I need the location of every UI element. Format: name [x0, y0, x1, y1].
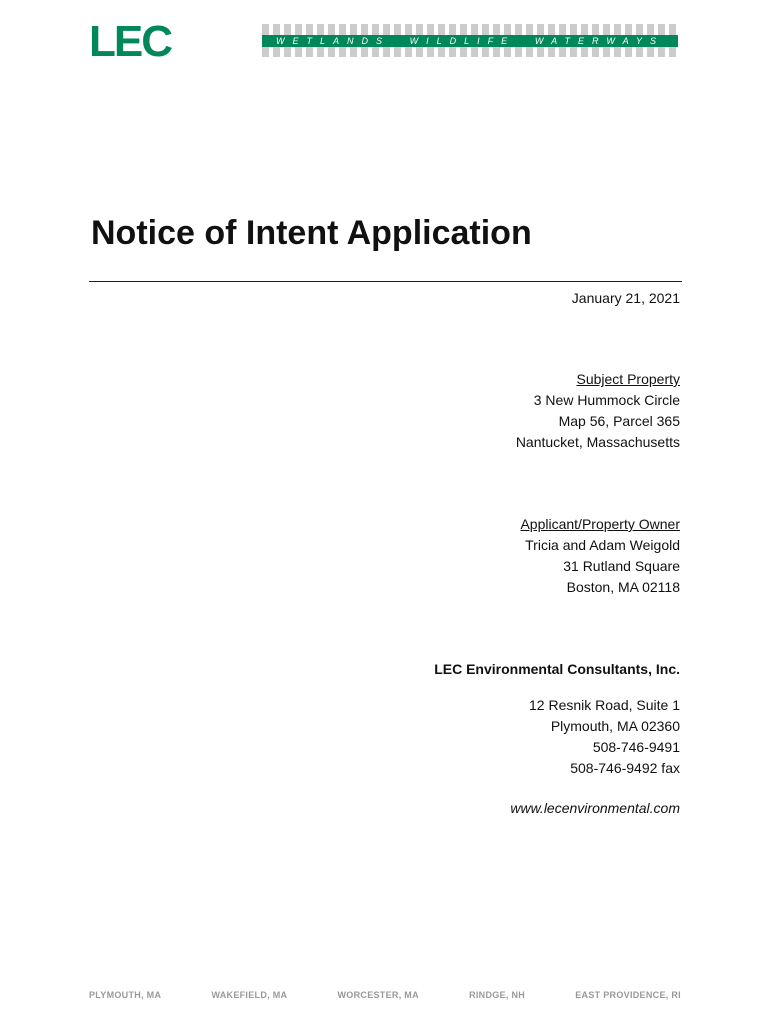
footer-office: RINDGE, NH	[469, 990, 526, 1000]
consultant-line: Plymouth, MA 02360	[550, 718, 680, 734]
applicant-line: 31 Rutland Square	[563, 558, 680, 574]
subject-property-heading: Subject Property	[576, 371, 680, 387]
document-title: Notice of Intent Application	[91, 214, 532, 252]
footer-office: WORCESTER, MA	[337, 990, 419, 1000]
subject-property-line: Map 56, Parcel 365	[558, 413, 680, 429]
consultant-phone: 508-746-9491	[592, 739, 680, 755]
tagline-band	[262, 24, 678, 57]
document-date: January 21, 2021	[571, 290, 680, 306]
logo: LEC	[89, 17, 171, 66]
subject-property-line: Nantucket, Massachusetts	[515, 434, 680, 450]
applicant-line: Boston, MA 02118	[566, 579, 680, 595]
tagline-word: WETLANDS	[276, 36, 391, 46]
consultant-name: LEC Environmental Consultants, Inc.	[434, 661, 680, 677]
tagline-word: WATERWAYS	[534, 36, 664, 46]
footer-offices	[89, 990, 681, 1000]
tagline-word: WILDLIFE	[409, 36, 516, 46]
footer-office: EAST PROVIDENCE, RI	[575, 990, 681, 1000]
footer-office: WAKEFIELD, MA	[211, 990, 288, 1000]
subject-property-line: 3 New Hummock Circle	[533, 392, 680, 408]
tagline-bar	[262, 35, 678, 47]
applicant-line: Tricia and Adam Weigold	[525, 537, 680, 553]
applicant-heading: Applicant/Property Owner	[520, 516, 680, 532]
title-rule	[89, 281, 682, 282]
footer-office: PLYMOUTH, MA	[89, 990, 162, 1000]
consultant-fax: 508-746-9492 fax	[570, 760, 680, 776]
consultant-address-block	[529, 695, 680, 779]
consultant-line: 12 Resnik Road, Suite 1	[529, 697, 680, 713]
applicant-block	[520, 514, 680, 598]
consultant-website: www.lecenvironmental.com	[510, 800, 680, 816]
subject-property-block	[516, 369, 680, 453]
